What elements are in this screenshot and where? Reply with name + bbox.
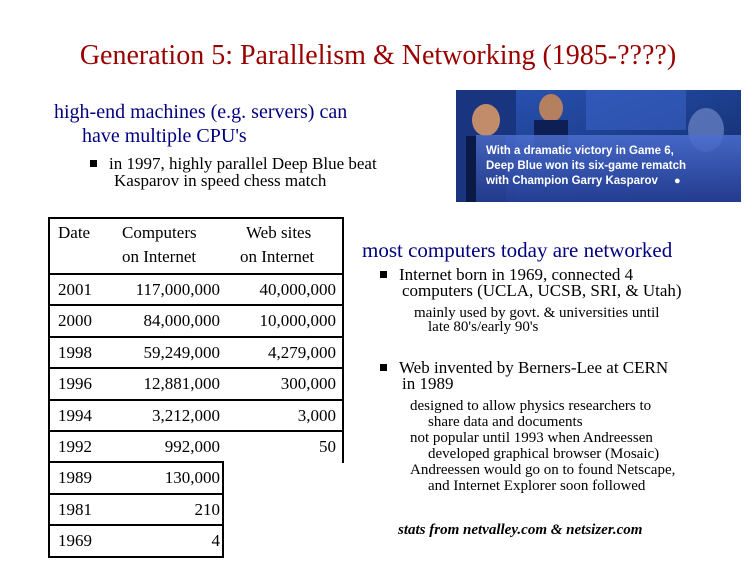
cell-computers: 130,000 [164,468,220,488]
stats-credit: stats from netvalley.com & netsizer.com [398,522,643,538]
square-bullet-icon [380,364,387,371]
bullet-line: high-end machines (e.g. servers) can [54,101,348,123]
square-bullet-icon [90,160,97,167]
cell-date: 1992 [58,437,92,456]
table-rule [48,461,224,463]
sub-bullet-deep-blue [90,155,470,189]
bullet-web-invented [380,360,740,392]
photo-caption-line: With a dramatic victory in Game 6, [486,145,674,157]
cell-computers: 59,249,000 [143,342,220,362]
table-border [48,217,50,558]
table-rule [48,273,344,275]
header-websites-line1: Web sites [246,223,312,242]
cell-date: 1981 [58,499,92,519]
sub-bullet-line: in 1997, highly parallel Deep Blue beat [109,154,377,173]
cell-computers: 210 [194,499,220,519]
bullet-line: computers (UCLA, UCSB, SRI, & Utah) [402,281,682,300]
cell-computers: 992,000 [164,437,220,456]
photo-caption-line: Deep Blue won its six-game rematch [486,160,687,172]
bullet-internet-born [380,267,740,299]
caption-arrow-icon: ● [674,175,681,187]
table-rule [48,367,344,369]
cell-websites: 4,279,000 [268,342,336,362]
cell-websites: 300,000 [280,374,336,394]
cell-date: 1998 [58,342,92,362]
bullet-line: Internet born in 1969, connected 4 [399,265,634,284]
cell-date: 1994 [58,405,92,425]
sub-bullets-web-history [410,398,740,494]
cell-date: 1989 [58,468,92,488]
sub-bullet-govt-use [414,306,744,334]
networked-heading: most computers today are networked [362,238,673,262]
sub-bullet-line: not popular until 1993 when Andreessen [410,430,653,446]
table-rule [48,399,344,401]
sub-bullet-line: Andreessen would go on to found Netscape, [410,462,676,478]
sub-bullet-line: and Internet Explorer soon followed [428,478,646,494]
header-date: Date [58,223,91,242]
table-rule [48,336,344,338]
bullet-line: in 1989 [402,374,454,393]
cell-websites: 40,000,000 [259,280,336,299]
header-computers-line2: on Internet [122,247,197,266]
cell-date: 2000 [58,311,92,331]
sub-bullet-line: designed to allow physics researchers to [410,398,652,414]
cell-computers: 3,212,000 [152,405,220,425]
table-rule [48,524,224,526]
internet-stats-table [48,217,344,557]
table-rule [48,493,224,495]
sub-bullet-line: developed graphical browser (Mosaic) [428,446,660,462]
photo-caption-line: with Champion Garry Kasparov [486,175,658,187]
sub-bullet-line: mainly used by govt. & universities until [414,305,660,321]
slide-title: Generation 5: Parallelism & Networking (1985-????) [79,40,677,71]
cell-computers: 4 [211,531,220,551]
table-border [222,461,224,557]
bullet-line: Web invented by Berners-Lee at CERN [399,358,669,377]
table-rule [48,304,344,306]
sub-bullet-line: Kasparov in speed chess match [114,171,327,190]
cell-computers: 117,000,000 [135,280,220,299]
table-rule [48,556,224,558]
cell-date: 1969 [58,531,92,551]
table-rule [48,217,344,219]
cell-websites: 50 [319,437,336,456]
table-border [342,217,344,463]
cell-websites: 3,000 [297,405,336,425]
sub-bullet-line: share data and documents [428,414,583,430]
cell-computers: 84,000,000 [143,311,220,331]
sub-bullet-line: late 80's/early 90's [428,319,539,335]
cell-date: 2001 [58,280,92,299]
header-computers-line1: Computers [122,223,197,242]
bullet-line: have multiple CPU's [82,125,247,147]
table-rule [48,430,344,432]
square-bullet-icon [380,271,387,278]
cell-websites: 10,000,000 [259,311,336,331]
deep-blue-photo-art [456,90,741,202]
cell-date: 1996 [58,374,92,394]
bullet-parallel-machines [54,100,454,148]
cell-computers: 12,881,000 [143,374,220,394]
header-websites-line2: on Internet [240,247,315,266]
deep-blue-photo [456,90,741,202]
